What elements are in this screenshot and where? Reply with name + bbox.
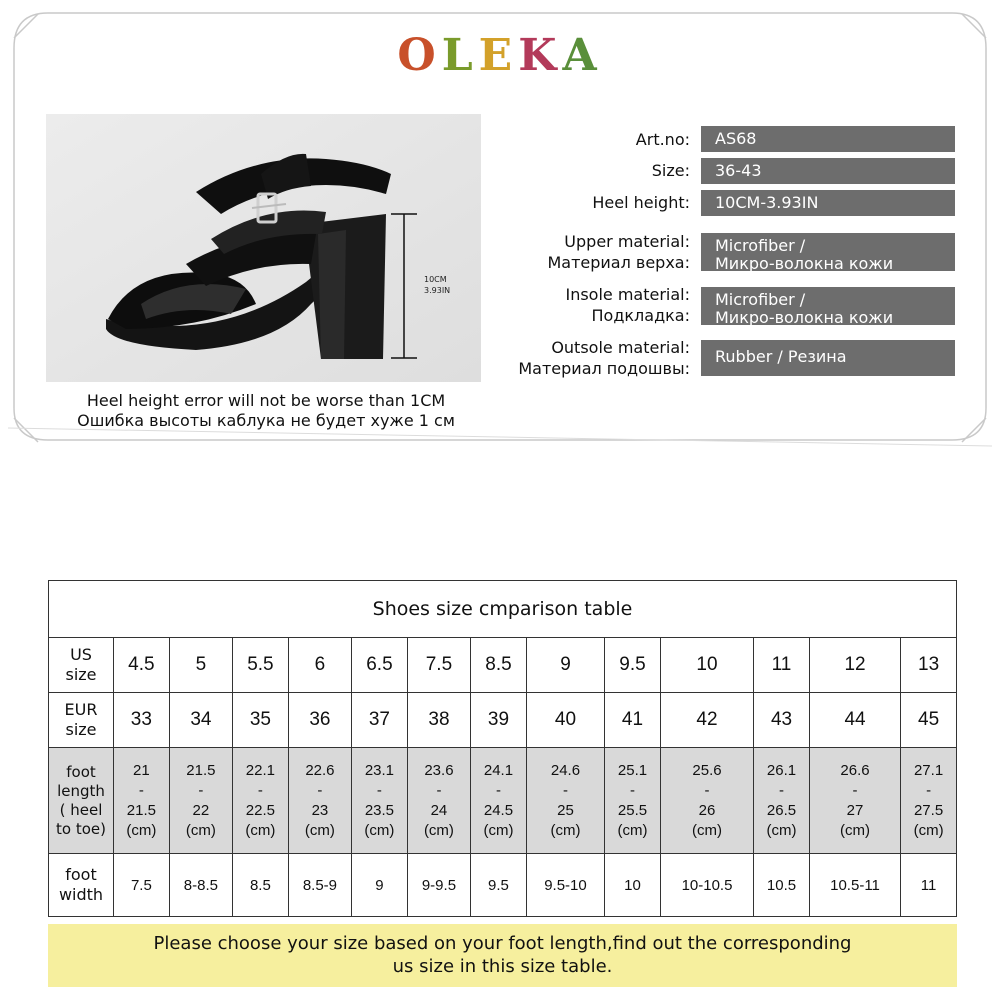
foot-length-cell: 23.1 - 23.5 (cm) bbox=[352, 748, 408, 854]
size-comparison-table bbox=[48, 580, 957, 917]
heel-measure-cm: 10CM bbox=[424, 275, 447, 284]
eur-cell: 38 bbox=[407, 693, 470, 748]
us-cell: 11 bbox=[754, 638, 810, 693]
us-cell: 8.5 bbox=[471, 638, 527, 693]
us-size-header: US size bbox=[49, 638, 114, 693]
spec-label-outsole-material: Outsole material: Материал подошвы: bbox=[518, 338, 690, 378]
eur-cell: 37 bbox=[352, 693, 408, 748]
size-guide-note bbox=[48, 924, 957, 987]
eur-size-header: EUR size bbox=[49, 693, 114, 748]
spec-label-art-no: Art.no: bbox=[635, 130, 690, 149]
heel-error-note-en: Heel height error will not be worse than 1CM bbox=[86, 391, 446, 410]
spec-label-heel-height: Heel height: bbox=[592, 193, 690, 212]
spec-value-outsole-material: Rubber / Резина bbox=[701, 340, 955, 376]
foot-width-cell: 10.5 bbox=[754, 854, 810, 917]
foot-length-cell: 23.6 - 24 (cm) bbox=[407, 748, 470, 854]
heel-measure-label bbox=[424, 274, 450, 296]
us-cell: 6 bbox=[288, 638, 351, 693]
foot-length-cell: 21.5 - 22 (cm) bbox=[169, 748, 232, 854]
eur-size-row bbox=[49, 693, 957, 748]
eur-cell: 33 bbox=[114, 693, 170, 748]
spec-label-insole-material: Insole material: Подкладка: bbox=[565, 285, 690, 325]
foot-width-cell: 9 bbox=[352, 854, 408, 917]
foot-length-cell: 25.6 - 26 (cm) bbox=[660, 748, 753, 854]
foot-width-cell: 9-9.5 bbox=[407, 854, 470, 917]
spec-label-upper-material: Upper material: Материал верха: bbox=[547, 232, 690, 272]
eur-cell: 42 bbox=[660, 693, 753, 748]
product-photo bbox=[46, 114, 481, 382]
foot-length-header: foot length ( heel to toe) bbox=[49, 748, 114, 854]
us-cell: 10 bbox=[660, 638, 753, 693]
foot-length-cell: 25.1 - 25.5 (cm) bbox=[605, 748, 661, 854]
logo-letter: A bbox=[562, 30, 603, 81]
logo-letter: L bbox=[441, 30, 479, 81]
foot-width-cell: 8-8.5 bbox=[169, 854, 232, 917]
foot-width-cell: 9.5-10 bbox=[526, 854, 604, 917]
eur-cell: 39 bbox=[471, 693, 527, 748]
foot-width-cell: 10-10.5 bbox=[660, 854, 753, 917]
foot-length-cell: 24.6 - 25 (cm) bbox=[526, 748, 604, 854]
foot-width-cell: 11 bbox=[901, 854, 957, 917]
us-cell: 5.5 bbox=[233, 638, 289, 693]
us-size-row bbox=[49, 638, 957, 693]
eur-cell: 40 bbox=[526, 693, 604, 748]
logo-letter: E bbox=[478, 30, 519, 81]
us-cell: 6.5 bbox=[352, 638, 408, 693]
foot-width-cell: 10.5-11 bbox=[809, 854, 900, 917]
eur-cell: 45 bbox=[901, 693, 957, 748]
spec-value-heel-height: 10CM-3.93IN bbox=[701, 190, 955, 216]
foot-length-cell: 22.6 - 23 (cm) bbox=[288, 748, 351, 854]
logo-letter: K bbox=[518, 30, 563, 81]
foot-length-cell: 26.6 - 27 (cm) bbox=[809, 748, 900, 854]
foot-length-cell: 26.1 - 26.5 (cm) bbox=[754, 748, 810, 854]
eur-cell: 43 bbox=[754, 693, 810, 748]
spec-label-size: Size: bbox=[651, 161, 690, 180]
size-guide-note-line-1: Please choose your size based on your foot length,find out the corresponding bbox=[153, 933, 852, 954]
size-table-title: Shoes size cmparison table bbox=[49, 581, 957, 638]
us-cell: 9.5 bbox=[605, 638, 661, 693]
foot-width-cell: 7.5 bbox=[114, 854, 170, 917]
eur-cell: 35 bbox=[233, 693, 289, 748]
foot-width-cell: 9.5 bbox=[471, 854, 527, 917]
foot-length-cell: 27.1 - 27.5 (cm) bbox=[901, 748, 957, 854]
brand-logo bbox=[0, 30, 1000, 81]
foot-width-header: foot width bbox=[49, 854, 114, 917]
spec-value-insole-material: Microfiber / Микро-волокна кожи bbox=[701, 287, 955, 325]
eur-cell: 36 bbox=[288, 693, 351, 748]
foot-length-cell: 24.1 - 24.5 (cm) bbox=[471, 748, 527, 854]
us-cell: 12 bbox=[809, 638, 900, 693]
spec-value-upper-material: Microfiber / Микро-волокна кожи bbox=[701, 233, 955, 271]
sandal-image bbox=[46, 114, 481, 382]
us-cell: 4.5 bbox=[114, 638, 170, 693]
heel-measure-in: 3.93IN bbox=[424, 286, 451, 295]
eur-cell: 44 bbox=[809, 693, 900, 748]
foot-width-cell: 8.5-9 bbox=[288, 854, 351, 917]
us-cell: 13 bbox=[901, 638, 957, 693]
foot-length-row bbox=[49, 748, 957, 854]
spec-value-size: 36-43 bbox=[701, 158, 955, 184]
us-cell: 7.5 bbox=[407, 638, 470, 693]
foot-length-cell: 21 - 21.5 (cm) bbox=[114, 748, 170, 854]
spec-value-art-no: AS68 bbox=[701, 126, 955, 152]
eur-cell: 34 bbox=[169, 693, 232, 748]
foot-width-cell: 10 bbox=[605, 854, 661, 917]
heel-error-note bbox=[46, 391, 486, 431]
foot-width-cell: 8.5 bbox=[233, 854, 289, 917]
us-cell: 5 bbox=[169, 638, 232, 693]
logo-letter: O bbox=[397, 30, 442, 81]
foot-width-row bbox=[49, 854, 957, 917]
eur-cell: 41 bbox=[605, 693, 661, 748]
heel-error-note-ru: Ошибка высоты каблука не будет хуже 1 см bbox=[77, 411, 455, 430]
us-cell: 9 bbox=[526, 638, 604, 693]
foot-length-cell: 22.1 - 22.5 (cm) bbox=[233, 748, 289, 854]
size-guide-note-line-2: us size in this size table. bbox=[392, 956, 613, 977]
